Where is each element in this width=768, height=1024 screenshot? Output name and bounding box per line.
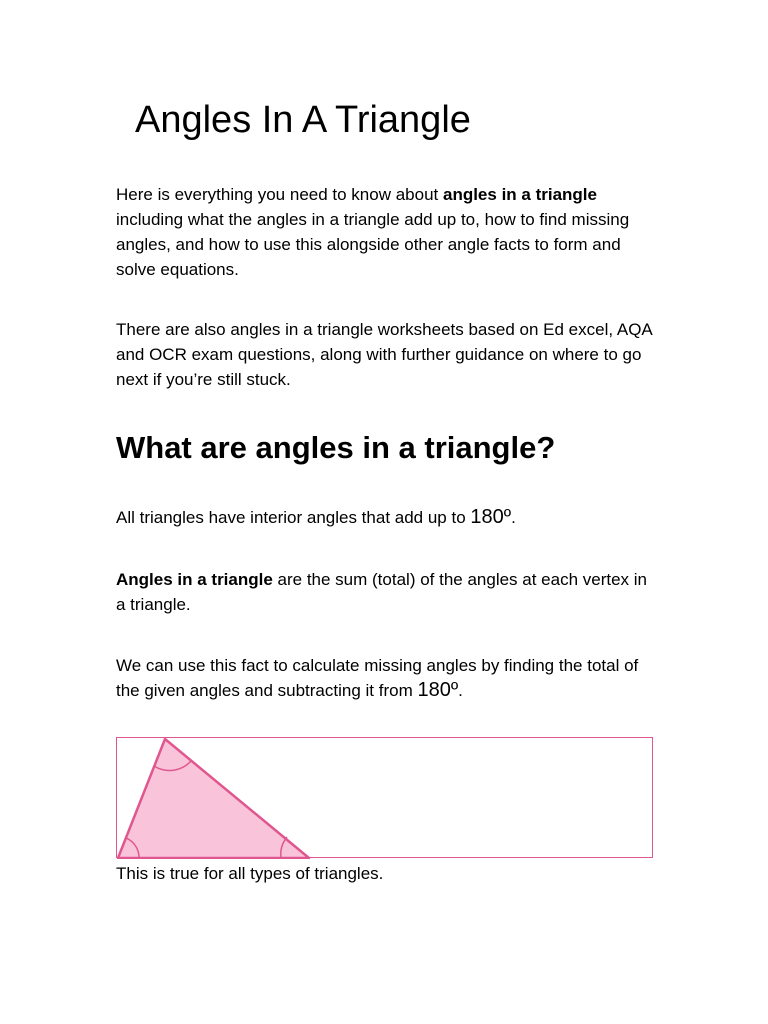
page-title: Angles In A Triangle [135, 99, 471, 141]
definition-text: are the sum (total) of the angles at each vertex in a triangle. [116, 570, 648, 614]
intro-text-end: including what the angles in a triangle add up to, how to find missing angles, and how to use this alongside other angle facts to form and solve equations. [116, 210, 630, 279]
definition-paragraph [116, 567, 656, 617]
triangle-shape [118, 739, 309, 858]
missing-angles-end: . [458, 681, 463, 700]
definition-bold-term: Angles in a triangle [116, 570, 273, 589]
intro-paragraph [116, 182, 656, 282]
triangle-diagram [117, 738, 654, 859]
section-heading: What are angles in a triangle? [116, 430, 556, 465]
caption-text: This is true for all types of triangles. [116, 864, 384, 883]
missing-angles-paragraph [116, 653, 656, 703]
interior-fact-end: . [511, 508, 516, 527]
missing-angles-value: 180º [417, 679, 459, 701]
interior-fact-paragraph [116, 505, 656, 530]
triangle-diagram-box [116, 737, 653, 858]
intro-text-start: Here is everything you need to know about [116, 185, 443, 204]
missing-angles-text: We can use this fact to calculate missing angles by finding the total of the given angles and subtracting it from [116, 656, 639, 700]
interior-fact-text: All triangles have interior angles that add up to [116, 508, 471, 527]
worksheets-paragraph: There are also angles in a triangle worksheets based on Ed excel, AQA and OCR exam questions, along with further guidance on where to go next if you’re still stuck. [116, 320, 652, 389]
intro-bold-term: angles in a triangle [442, 185, 597, 204]
interior-fact-value: 180º [470, 506, 512, 528]
